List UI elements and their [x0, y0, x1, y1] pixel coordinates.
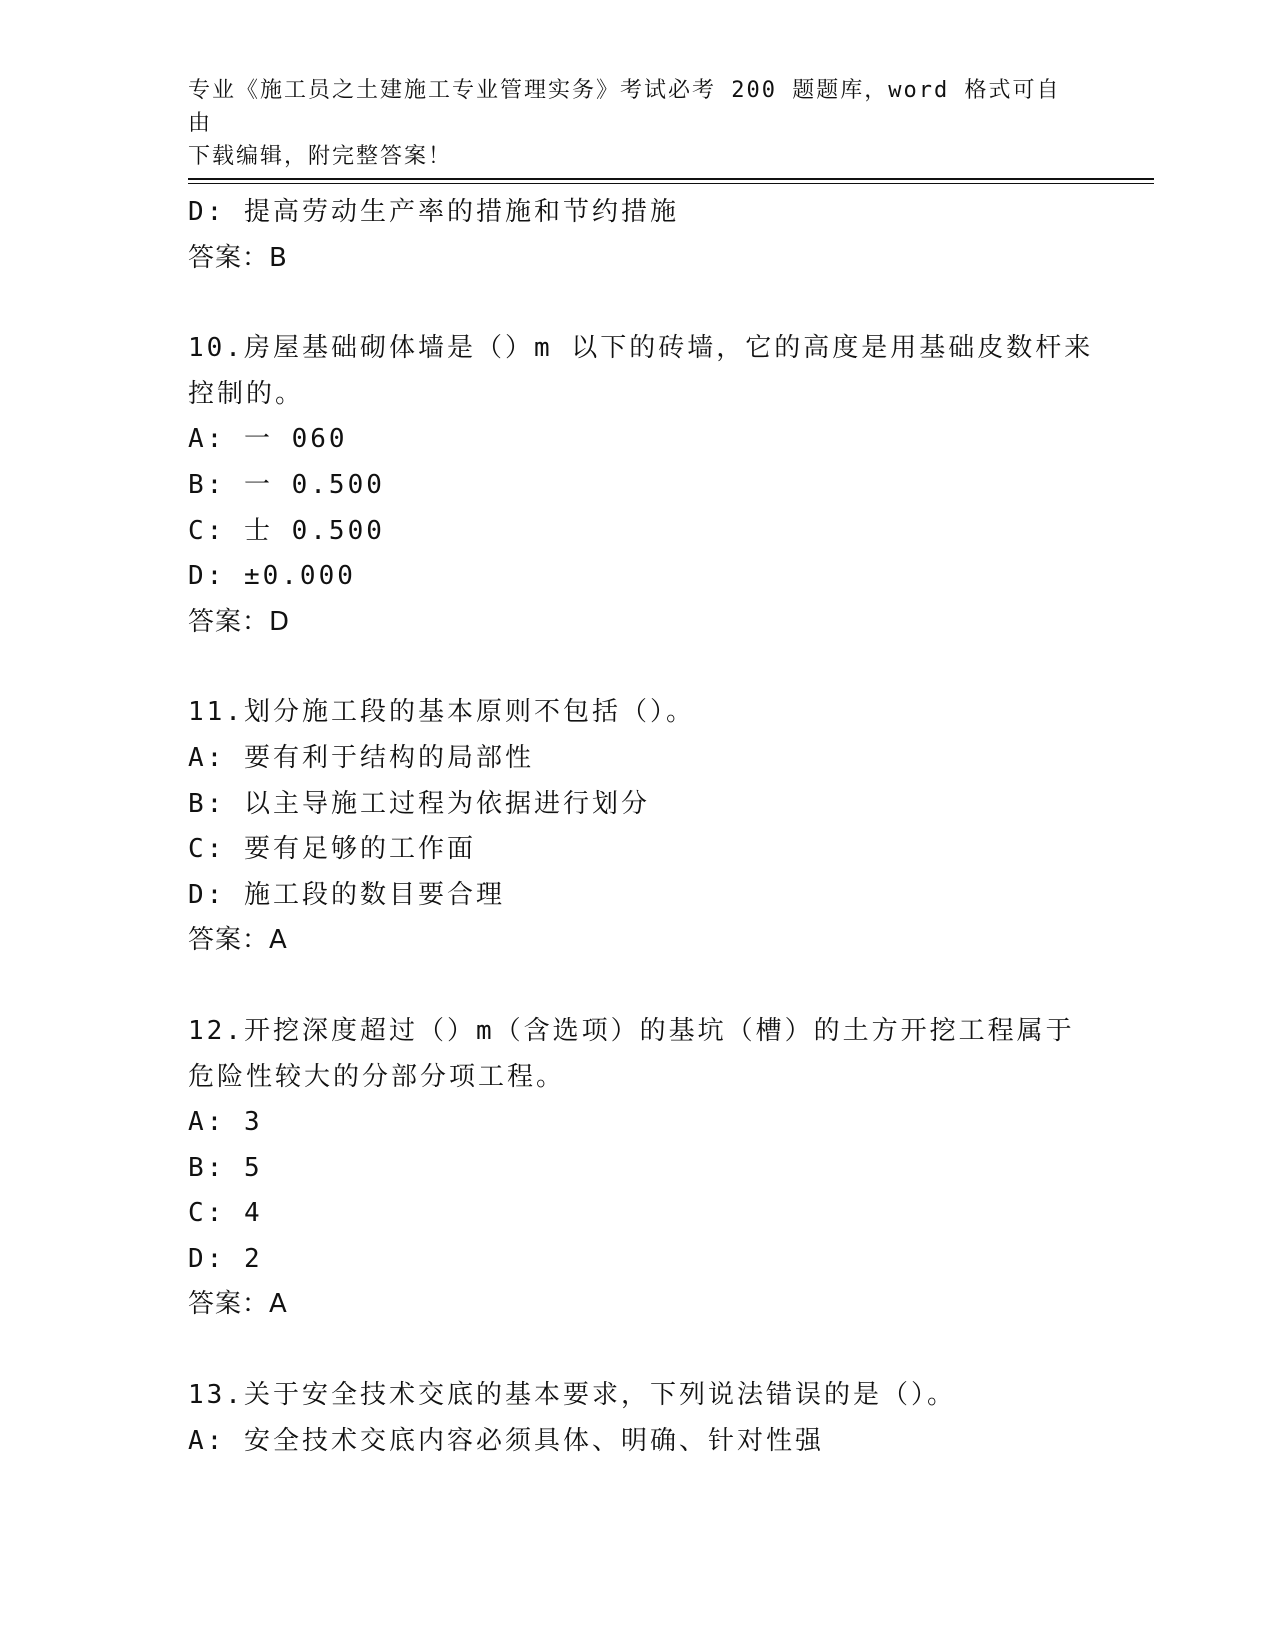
option-d: D: ±0.000	[188, 561, 356, 592]
spacer	[188, 1328, 1088, 1373]
question-list	[188, 190, 1094, 1464]
option-c: C: 要有足够的工作面	[188, 834, 476, 865]
question-stem: 13.关于安全技术交底的基本要求，下列说法错误的是（）。	[188, 1380, 956, 1411]
question-stem-continued: 危险性较大的分部分项工程。	[188, 1061, 566, 1092]
answer-line: 答案：A	[188, 925, 288, 956]
spacer	[188, 281, 1088, 326]
question-stem: 10.房屋基础砌体墙是（）m 以下的砖墙，它的高度是用基础皮数杆来	[188, 333, 1094, 364]
option-d: D: 2	[188, 1243, 263, 1274]
option-b: B: 以主导施工过程为依据进行划分	[188, 788, 650, 819]
question-10	[188, 326, 1094, 645]
header-divider-thick	[188, 178, 1154, 180]
document-header	[188, 74, 1068, 173]
spacer	[188, 645, 1088, 690]
header-line-2: 下载编辑，附完整答案！	[188, 144, 453, 169]
question-12	[188, 1009, 1088, 1328]
header-divider-thin	[188, 183, 1154, 184]
question-11	[188, 690, 1088, 964]
option-a: A: 安全技术交底内容必须具体、明确、针对性强	[188, 1425, 824, 1456]
answer-line: 答案：D	[188, 606, 291, 637]
option-a: A: 一 060	[188, 424, 348, 455]
question-stem: 12.开挖深度超过（）m（含选项）的基坑（槽）的土方开挖工程属于	[188, 1015, 1075, 1046]
answer-line: 答案：B	[188, 242, 288, 273]
question-stem: 11.划分施工段的基本原则不包括（）。	[188, 697, 695, 728]
option-c: C: 士 0.500	[188, 515, 385, 546]
question-stem-continued: 控制的。	[188, 378, 305, 409]
header-line-1: 专业《施工员之土建施工专业管理实务》考试必考 200 题题库，word 格式可自由	[188, 78, 1061, 136]
option-c: C: 4	[188, 1198, 263, 1229]
question-13	[188, 1373, 1088, 1464]
option-a: A: 要有利于结构的局部性	[188, 742, 534, 773]
option-b: B: 一 0.500	[188, 469, 385, 500]
option-d: D: 提高劳动生产率的措施和节约措施	[188, 197, 679, 227]
spacer	[188, 964, 1088, 1009]
option-b: B: 5	[188, 1152, 263, 1183]
answer-line: 答案：A	[188, 1289, 288, 1320]
option-d: D: 施工段的数目要合理	[188, 879, 505, 910]
option-a: A: 3	[188, 1107, 263, 1138]
